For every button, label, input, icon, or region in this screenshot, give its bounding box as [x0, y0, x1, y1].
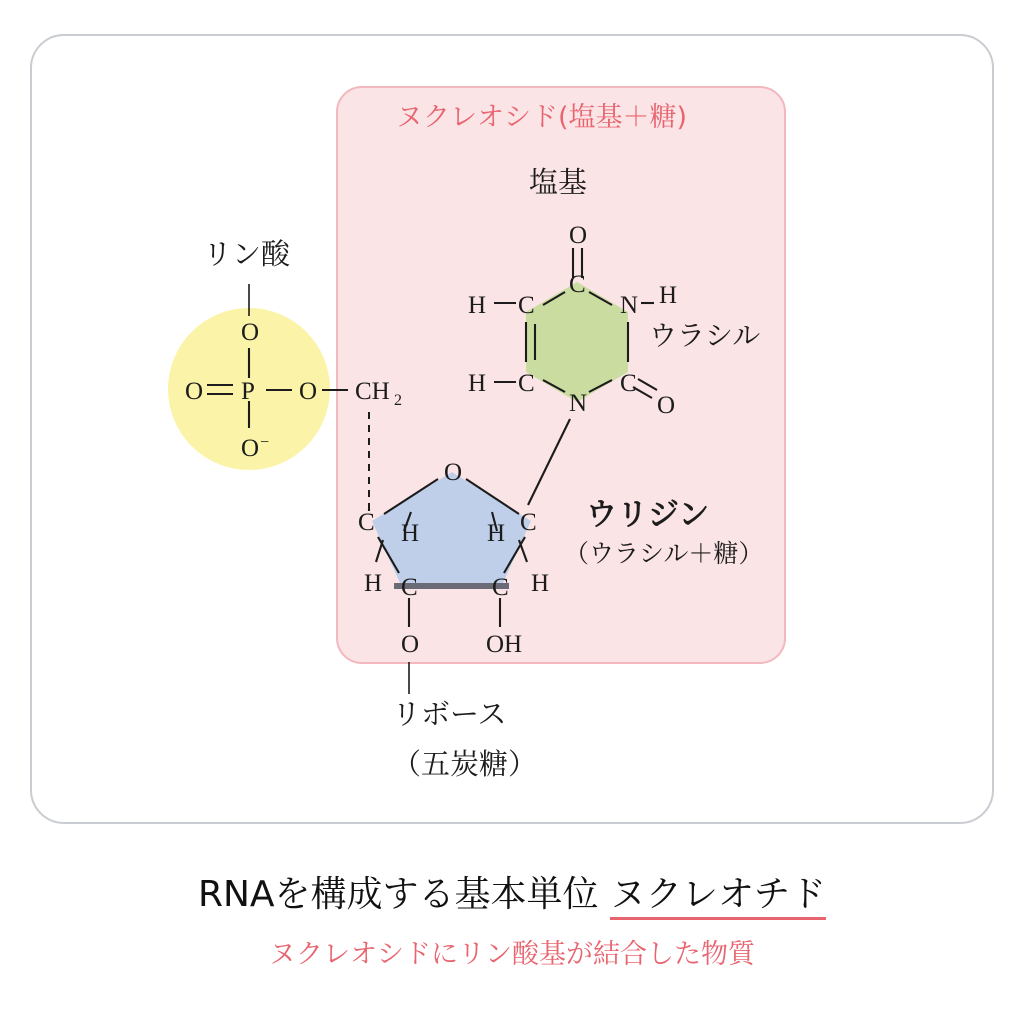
- atom-uracil-h-upper-left: H: [468, 292, 487, 319]
- atom-uracil-c-right-bottom: C: [620, 370, 637, 397]
- atom-ribose-h-left-lower: H: [364, 570, 383, 597]
- atom-ribose-h-left-upper: H: [401, 520, 420, 547]
- uracil-label: ウラシル: [649, 319, 761, 352]
- atom-uracil-c-top: C: [569, 271, 586, 298]
- atom-uracil-c-upper-left: C: [518, 292, 535, 319]
- atom-phosphate-o-left: O: [185, 378, 204, 405]
- atom-ribose-o-left-down: O: [401, 631, 420, 658]
- atom-ribose-h-right-upper: H: [487, 520, 506, 547]
- atom-uracil-h-lower-left: H: [468, 370, 487, 397]
- nucleoside-box-label: ヌクレオシド(塩基＋糖): [396, 102, 688, 133]
- uridine-sublabel: （ウラシル＋糖）: [564, 539, 764, 568]
- phosphate-label: リン酸: [203, 237, 291, 271]
- atom-ribose-c-left: C: [358, 509, 375, 536]
- ribose-label: リボース: [392, 697, 507, 731]
- atom-linker-h2-sub: 2: [394, 392, 402, 409]
- atom-phosphate-o-right: O: [299, 378, 318, 405]
- uracil-ring-fill: [526, 282, 628, 402]
- atom-uracil-n-bottom: N: [569, 390, 588, 417]
- atom-ribose-o-ring: O: [444, 459, 463, 486]
- atom-ribose-c-right: C: [520, 509, 537, 536]
- atom-ribose-oh-right-down: OH: [486, 631, 523, 658]
- atom-ribose-c-bottom-left: C: [401, 574, 418, 601]
- atom-phosphate-o-top: O: [241, 319, 260, 346]
- atom-phosphate-o-charge: −: [260, 434, 270, 451]
- atom-uracil-n-right: N: [620, 292, 639, 319]
- atom-uracil-o-top: O: [569, 222, 588, 249]
- atom-phosphate-p: P: [241, 378, 255, 405]
- atom-uracil-c-lower-left: C: [518, 370, 535, 397]
- caption-sub: ヌクレオシドにリン酸基が結合した物質: [269, 939, 755, 970]
- atom-uracil-h-n-right: H: [659, 282, 678, 309]
- caption-main-text: RNAを構成する基本単位: [197, 874, 610, 915]
- atom-linker-c: CH: [355, 378, 390, 405]
- uridine-label: ウリジン: [586, 497, 710, 533]
- caption-main-highlight: ヌクレオチド: [610, 874, 826, 920]
- atom-ribose-h-right-lower: H: [531, 570, 550, 597]
- atom-uracil-o-right-bottom: O: [657, 392, 676, 419]
- base-label: 塩基: [529, 165, 588, 199]
- caption-main: [0, 866, 1024, 917]
- ribose-sublabel: （五炭糖）: [392, 747, 538, 781]
- atom-ribose-c-bottom-right: C: [492, 574, 509, 601]
- atom-phosphate-o-bottom: O: [241, 435, 260, 462]
